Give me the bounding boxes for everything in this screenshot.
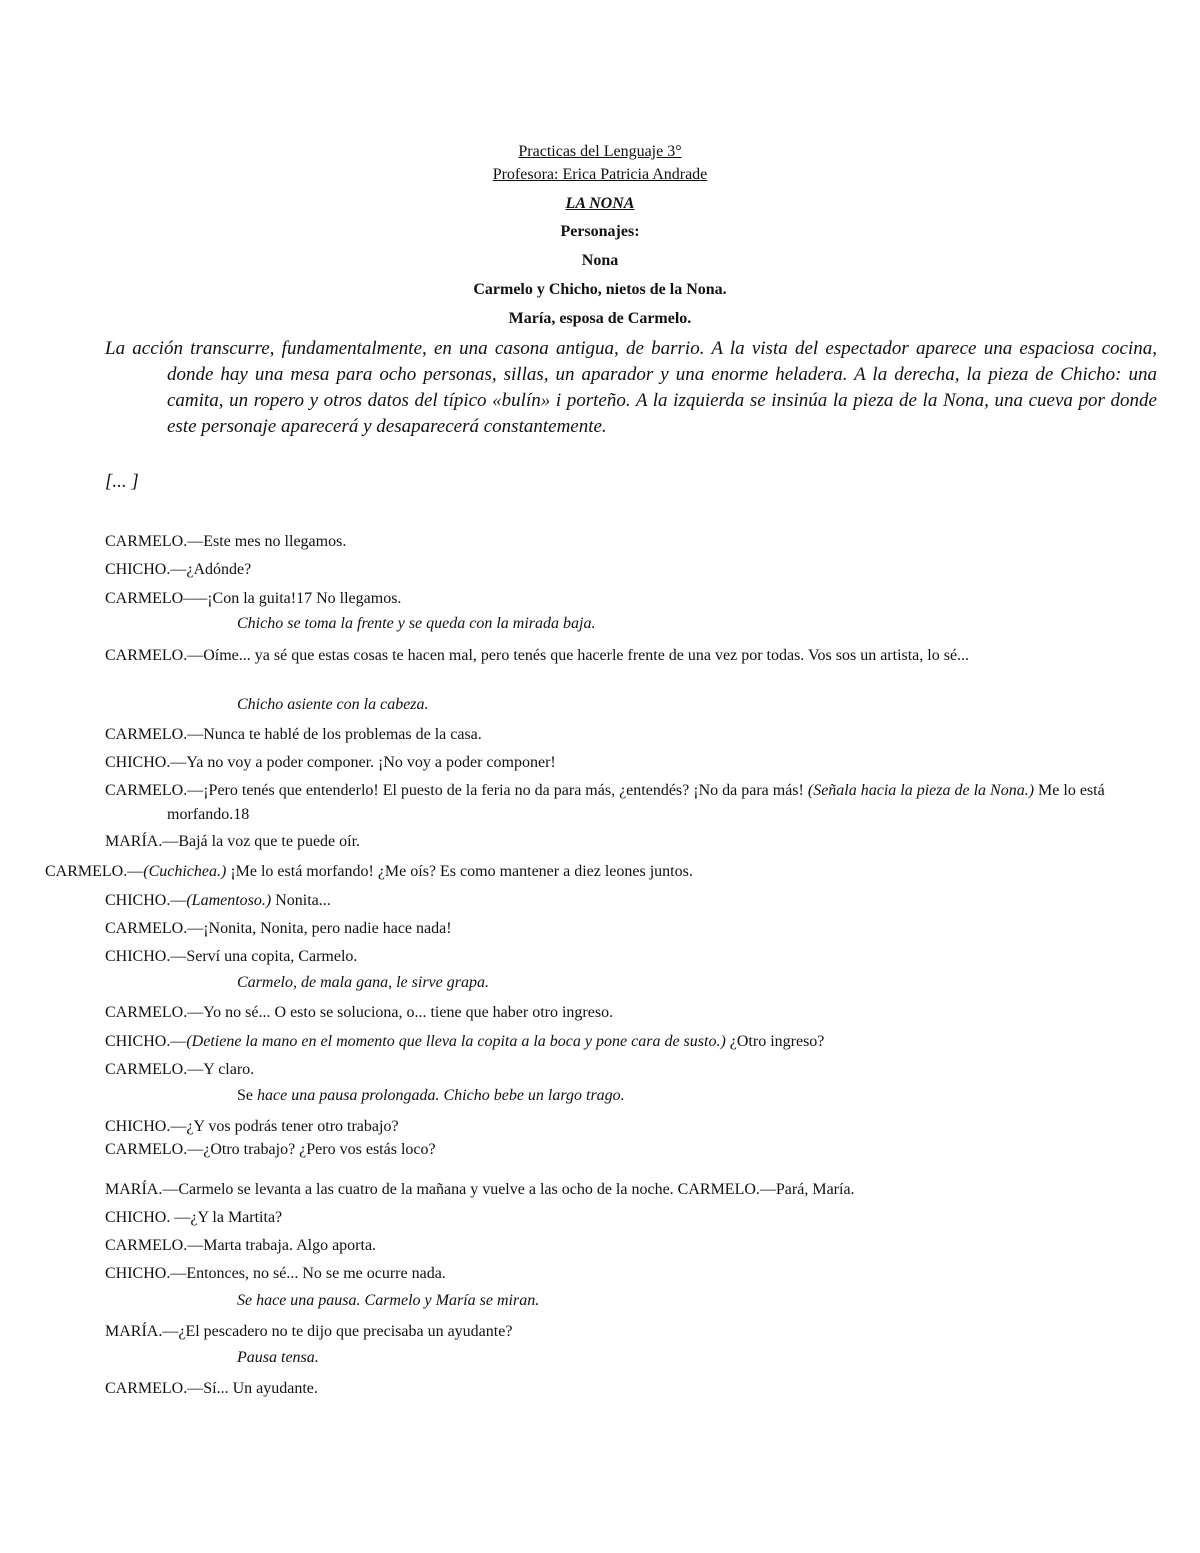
dialogue-line: CHICHO.—Entonces, no sé... No se me ocurre nada.: [105, 1265, 446, 1282]
dialogue-line: CHICHO. —¿Y la Martita?: [105, 1209, 283, 1226]
stage-direction: [237, 1087, 625, 1105]
line-text: CHICHO.—: [105, 1033, 187, 1050]
stage-direction: Pausa tensa.: [237, 1349, 319, 1366]
dialogue-line: CARMELO.—Oíme... ya sé que estas cosas te hacen mal, pero tenés que hacerle frente de una vez por todas. Vos sos un artista, lo sé...: [105, 647, 970, 664]
inline-stage-direction: (Señala hacia la pieza de la Nona.): [807, 782, 1035, 799]
dialogue-line: CARMELO.—¡Nonita, Nonita, pero nadie hace nada!: [105, 920, 452, 937]
line-text: ¡Me lo está morfando! ¿Me oís? Es como mantener a diez leones juntos.: [226, 863, 693, 880]
dialogue-line: CHICHO.—Ya no voy a poder componer. ¡No voy a poder componer!: [105, 754, 556, 771]
line-text: Nonita...: [271, 892, 331, 909]
inline-stage-direction: (Cuchichea.): [143, 863, 227, 880]
cast-item: María, esposa de Carmelo.: [508, 310, 692, 327]
dialogue-line: [105, 779, 1157, 827]
dialogue-line: CARMELO.—Yo no sé... O esto se soluciona, o... tiene que haber otro ingreso.: [105, 1004, 614, 1021]
dialogue-line: [45, 860, 1035, 884]
dialogue-line: CARMELO.—Y claro.: [105, 1061, 255, 1078]
ellipsis-marker: [... ]: [105, 471, 139, 492]
line-text: hace una pausa prolongada. Chicho bebe un largo trago.: [257, 1087, 625, 1104]
line-text: Se: [237, 1087, 257, 1104]
inline-stage-direction: (Lamentoso.): [186, 892, 272, 909]
line-text: CARMELO.—: [45, 863, 144, 880]
dialogue-line: [105, 889, 1095, 913]
dialogue-line: CARMELO—–¡Con la guita!17 No llegamos.: [105, 590, 402, 607]
line-text: CHICHO.—: [105, 892, 187, 909]
dialogue-line: CHICHO.—Serví una copita, Carmelo.: [105, 948, 358, 965]
dialogue-line: CARMELO.—Marta trabaja. Algo aporta.: [105, 1237, 377, 1254]
dialogue-line: MARÍA.—Carmelo se levanta a las cuatro de la mañana y vuelve a las ocho de la noche. CARMELO.—Pará, María.: [105, 1181, 855, 1198]
cast-item: Carmelo y Chicho, nietos de la Nona.: [473, 281, 727, 298]
teacher-line: Profesora: Erica Patricia Andrade: [492, 166, 708, 183]
dialogue-line: CHICHO.—¿Y vos podrás tener otro trabajo?: [105, 1118, 399, 1135]
course-line: Practicas del Lenguaje 3°: [518, 143, 682, 160]
line-text: ¿Otro ingreso?: [725, 1033, 825, 1050]
stage-direction: Chicho se toma la frente y se queda con la mirada baja.: [237, 615, 596, 632]
line-text: CARMELO.—¡Pero tenés que entenderlo! El puesto de la feria no da para más, ¿entendés? ¡No da para más!: [105, 782, 808, 799]
stage-direction-intro: La acción transcurre, fundamentalmente, en una casona antigua, de barrio. A la vista del espectador aparece una espaciosa cocina, donde hay una mesa para ocho personas, sillas, un aparador y una enorme heladera. A la derecha, la pieza de Chicho: una camita, un ropero y otros datos del típico «bulín» i porteño. A la izquierda se insinúa la pieza de la Nona, una cueva por donde este personaje aparecerá y desaparecerá constantemente.: [105, 338, 1157, 437]
inline-stage-direction: (Detiene la mano en el momento que lleva la copita a la boca y pone cara de susto.): [186, 1033, 726, 1050]
dialogue-line: CARMELO.—Nunca te hablé de los problemas de la casa.: [105, 726, 482, 743]
cast-item: Nona: [581, 252, 619, 269]
play-title: LA NONA: [565, 195, 635, 212]
cast-heading: Personajes:: [560, 223, 640, 240]
dialogue-line: [105, 1030, 1095, 1054]
dialogue-line: CHICHO.—¿Adónde?: [105, 561, 252, 578]
dialogue-line: CARMELO.—Sí... Un ayudante.: [105, 1380, 318, 1397]
dialogue-line: CARMELO.—Este mes no llegamos.: [105, 533, 347, 550]
dialogue-line: CARMELO.—¿Otro trabajo? ¿Pero vos estás loco?: [105, 1141, 436, 1158]
stage-direction: Chicho asiente con la cabeza.: [237, 696, 429, 713]
dialogue-line: MARÍA.—¿El pescadero no te dijo que precisaba un ayudante?: [105, 1323, 513, 1340]
stage-direction: Se hace una pausa. Carmelo y María se miran.: [237, 1292, 540, 1309]
dialogue-line: MARÍA.—Bajá la voz que te puede oír.: [105, 833, 361, 850]
stage-direction: Carmelo, de mala gana, le sirve grapa.: [237, 974, 489, 991]
line-text: Me lo está morfando.18: [167, 782, 1105, 823]
